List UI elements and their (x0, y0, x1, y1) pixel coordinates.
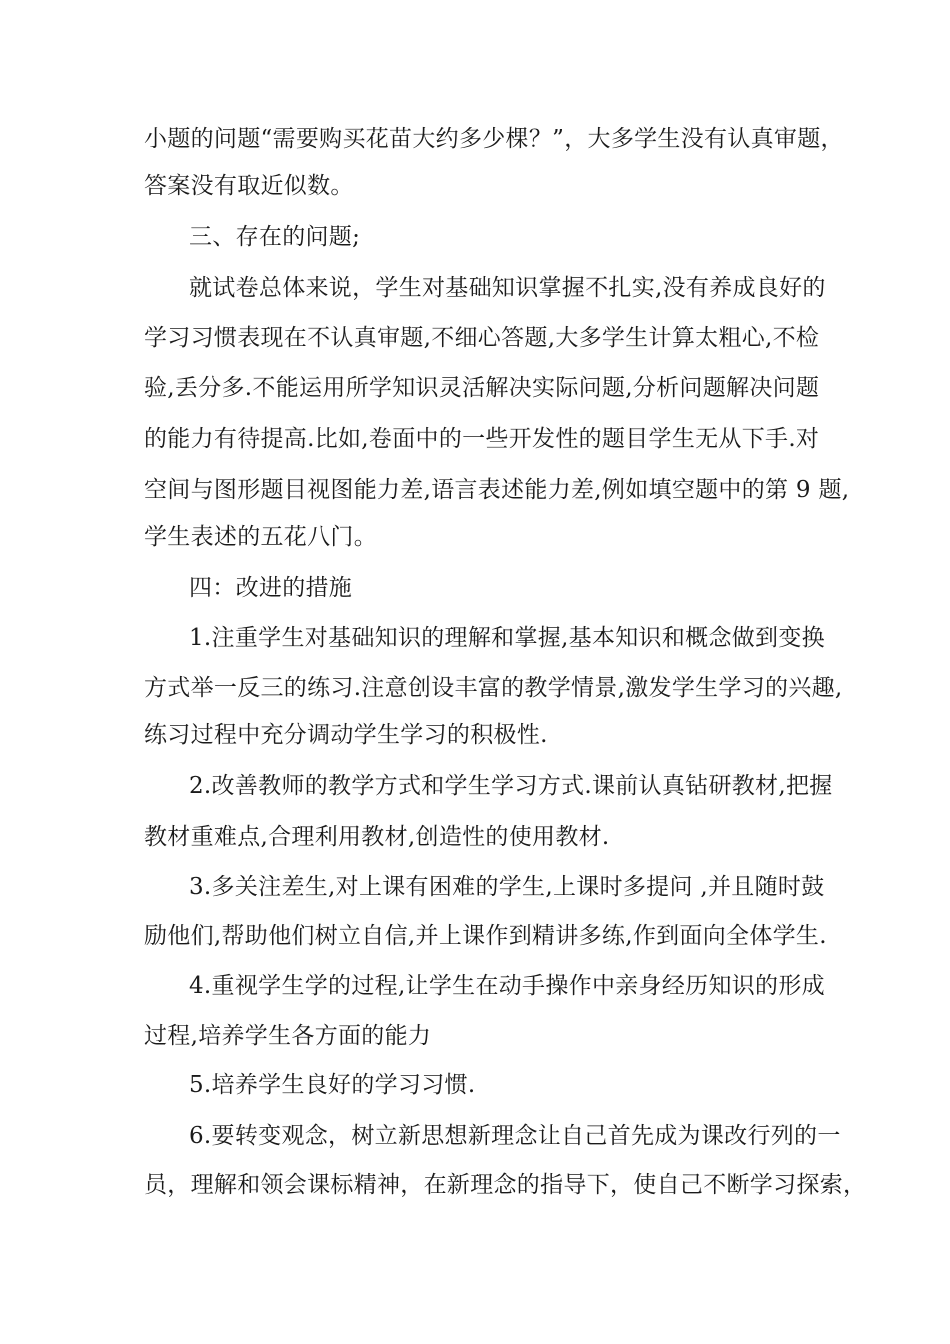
text-line-2: 答案没有取近似数。 (144, 173, 354, 199)
text-line-19: 过程,培养学生各方面的能力 (144, 1023, 432, 1049)
text-line-8: 空间与图形题目视图能力差,语言表述能力差,例如填空题中的第 9 题, (144, 477, 850, 503)
text-line-7: 的能力有待提高.比如,卷面中的一些开发性的题目学生无从下手.对 (144, 426, 820, 452)
text-line-12: 方式举一反三的练习.注意创设丰富的教学情景,激发学生学习的兴趣, (144, 675, 843, 701)
text-line-11: 1.注重学生对基础知识的理解和掌握,基本知识和概念做到变换 (189, 625, 825, 651)
text-line-15: 教材重难点,合理利用教材,创造性的使用教材. (144, 824, 610, 850)
text-line-17: 励他们,帮助他们树立自信,并上课作到精讲多练,作到面向全体学生. (144, 923, 827, 949)
text-line-22: 员，理解和领会课标精神，在新理念的指导下，使自己不断学习探索， (144, 1172, 867, 1198)
text-line-6: 验,丢分多.不能运用所学知识灵活解决实际问题,分析问题解决问题 (144, 375, 820, 401)
text-line-13: 练习过程中充分调动学生学习的积极性. (144, 722, 548, 748)
text-line-5: 学习习惯表现在不认真审题,不细心答题,大多学生计算太粗心,不检 (144, 325, 820, 351)
text-line-21: 6.要转变观念，树立新思想新理念让自己首先成为课改行列的一 (189, 1123, 841, 1149)
text-line-16: 3.多关注差生,对上课有困难的学生,上课时多提问 ,并且随时鼓 (189, 874, 825, 900)
section-heading-4: 四：改进的措施 (189, 575, 353, 601)
text-line-4: 就试卷总体来说，学生对基础知识掌握不扎实,没有养成良好的 (189, 275, 826, 301)
text-line-18: 4.重视学生学的过程,让学生在动手操作中亲身经历知识的形成 (189, 973, 825, 999)
text-line-14: 2.改善教师的教学方式和学生学习方式.课前认真钻研教材,把握 (189, 773, 833, 799)
text-line-9: 学生表述的五花八门。 (144, 524, 377, 550)
text-line-20: 5.培养学生良好的学习习惯. (189, 1072, 476, 1098)
section-heading-3: 三、存在的问题; (189, 224, 361, 250)
text-line-1: 小题的问题“需要购买花苗大约多少棵？”，大多学生没有认真审题， (144, 126, 844, 152)
